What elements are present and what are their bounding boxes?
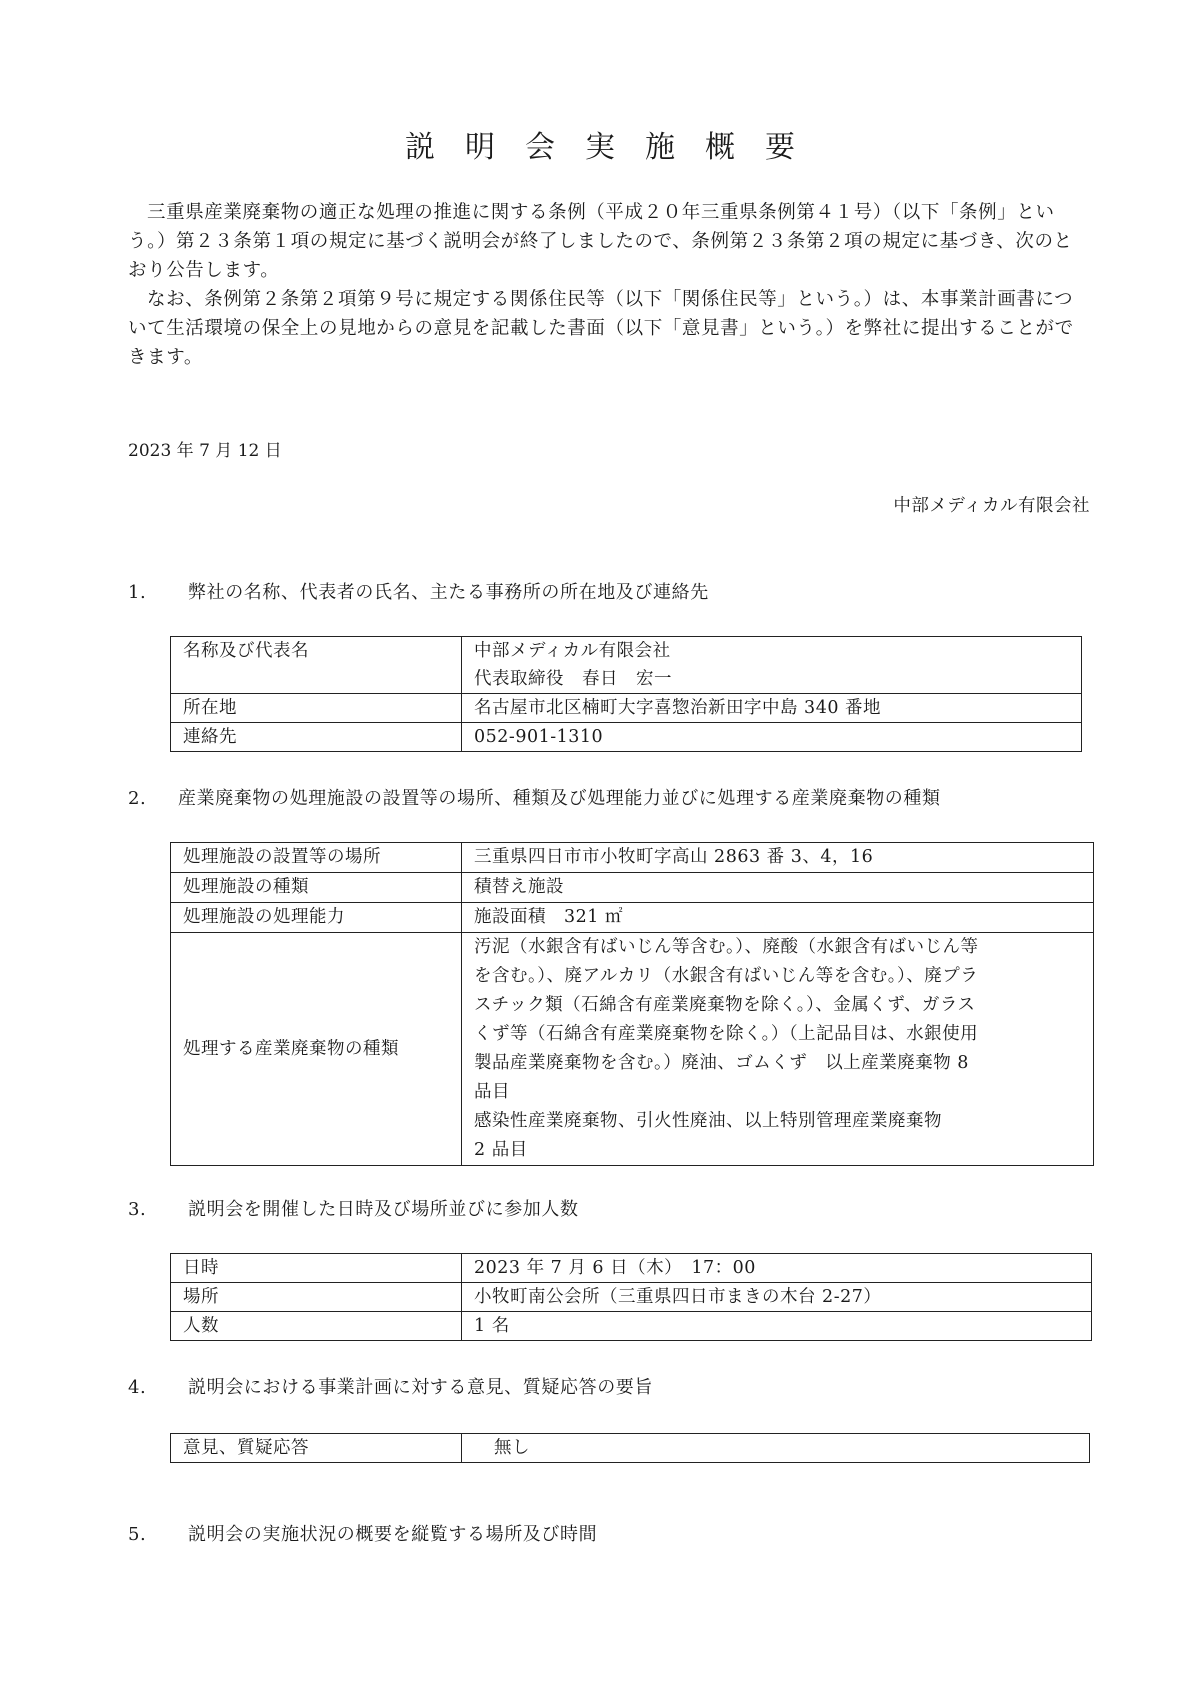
- value-line: を含む。）、廃アルカリ（水銀含有ばいじん等を含む。）、廃プラ: [474, 966, 979, 986]
- value-line: 感染性産業廃棄物、引火性廃油、以上特別管理産業廃棄物: [474, 1111, 942, 1131]
- table-row: [171, 1254, 1092, 1283]
- row-value: 1 名: [462, 1312, 1092, 1341]
- table-row: [171, 723, 1082, 752]
- facility-info-table: [170, 842, 1094, 1166]
- meeting-info-table: [170, 1253, 1092, 1341]
- section-3-heading: [128, 1195, 579, 1221]
- section-title: 説明会を開催した日時及び場所並びに参加人数: [188, 1199, 579, 1220]
- company-name: 中部メディカル有限会社: [893, 496, 1090, 516]
- row-label: 人数: [171, 1312, 462, 1341]
- intro-paragraph: 三重県産業廃棄物の適正な処理の推進に関する条例（平成２０年三重県条例第４１号）（以下「条例」という。）第２３条第１項の規定に基づく説明会が終了しましたので、条例第２３条第２項の規定に基づき、次のとおり公告します。: [128, 202, 1073, 281]
- section-title: 説明会における事業計画に対する意見、質疑応答の要旨: [188, 1377, 653, 1398]
- row-value: 名古屋市北区楠町大字喜惣治新田字中島 340 番地: [462, 694, 1082, 723]
- row-value: 三重県四日市市小牧町字高山 2863 番 3、4，16: [462, 843, 1094, 873]
- row-label: 場所: [171, 1283, 462, 1312]
- row-label: 処理する産業廃棄物の種類: [171, 933, 462, 1166]
- table-row: [171, 1312, 1092, 1341]
- value-line: 中部メディカル有限会社: [474, 641, 671, 661]
- row-label: 処理施設の設置等の場所: [171, 843, 462, 873]
- page-title: 説明会実施概要: [405, 130, 825, 165]
- publication-date: 2023 年 7 月 12 日: [128, 441, 282, 461]
- company-info-table: [170, 636, 1082, 752]
- row-value: 2023 年 7 月 6 日（木） 17：00: [462, 1254, 1092, 1283]
- table-row: [171, 637, 1082, 694]
- section-4-heading: [128, 1373, 653, 1399]
- value-line: 代表取締役 春日 宏一: [474, 669, 672, 689]
- table-row: [171, 1434, 1090, 1463]
- section-number: 5.: [128, 1524, 147, 1545]
- section-number: 1.: [128, 582, 147, 603]
- table-row: [171, 843, 1094, 873]
- section-title: 説明会の実施状況の概要を縦覧する場所及び時間: [188, 1524, 598, 1545]
- row-value: 小牧町南公会所（三重県四日市まきの木台 2-27）: [462, 1283, 1092, 1312]
- section-number: 3.: [128, 1199, 147, 1220]
- row-label: 意見、質疑応答: [171, 1434, 462, 1463]
- section-title: 産業廃棄物の処理施設の設置等の場所、種類及び処理能力並びに処理する産業廃棄物の種類: [178, 788, 941, 809]
- section-1-heading: [128, 578, 709, 604]
- table-row: [171, 694, 1082, 723]
- value-line: 2 品目: [474, 1140, 528, 1160]
- row-value: 無し: [462, 1434, 1090, 1463]
- row-label: 処理施設の種類: [171, 873, 462, 903]
- section-5-heading: [128, 1520, 597, 1546]
- section-2-heading: [128, 784, 941, 810]
- value-line: くず等（石綿含有産業廃棄物を除く。）（上記品目は、水銀使用: [474, 1024, 979, 1044]
- row-label: 処理施設の処理能力: [171, 903, 462, 933]
- table-row: [171, 1283, 1092, 1312]
- row-label: 日時: [171, 1254, 462, 1283]
- notice-paragraph: なお、条例第２条第２項第９号に規定する関係住民等（以下「関係住民等」という。）は、本事業計画書について生活環境の保全上の見地からの意見を記載した書面（以下「意見書」という。）を弊社に提出することができます。: [128, 289, 1074, 368]
- value-line: 製品産業廃棄物を含む。）廃油、ゴムくず 以上産業廃棄物 8: [474, 1053, 969, 1073]
- row-label: 所在地: [171, 694, 462, 723]
- value-line: 汚泥（水銀含有ばいじん等含む。）、廃酸（水銀含有ばいじん等: [474, 937, 979, 957]
- row-label: 連絡先: [171, 723, 462, 752]
- row-value: 積替え施設: [462, 873, 1094, 903]
- table-row: [171, 873, 1094, 903]
- opinions-table: [170, 1433, 1090, 1463]
- row-value: 施設面積 321 ㎡: [462, 903, 1094, 933]
- table-row: [171, 903, 1094, 933]
- section-title: 弊社の名称、代表者の氏名、主たる事務所の所在地及び連絡先: [188, 582, 709, 603]
- section-number: 4.: [128, 1377, 147, 1398]
- section-number: 2.: [128, 788, 147, 809]
- value-line: スチック類（石綿含有産業廃棄物を除く。）、金属くず、ガラス: [474, 995, 976, 1015]
- table-row: [171, 933, 1094, 1166]
- row-label: 名称及び代表名: [171, 637, 462, 694]
- row-value: [462, 637, 1082, 694]
- row-value: 052-901-1310: [462, 723, 1082, 752]
- value-line: 品目: [474, 1082, 510, 1102]
- row-value: [462, 933, 1094, 1166]
